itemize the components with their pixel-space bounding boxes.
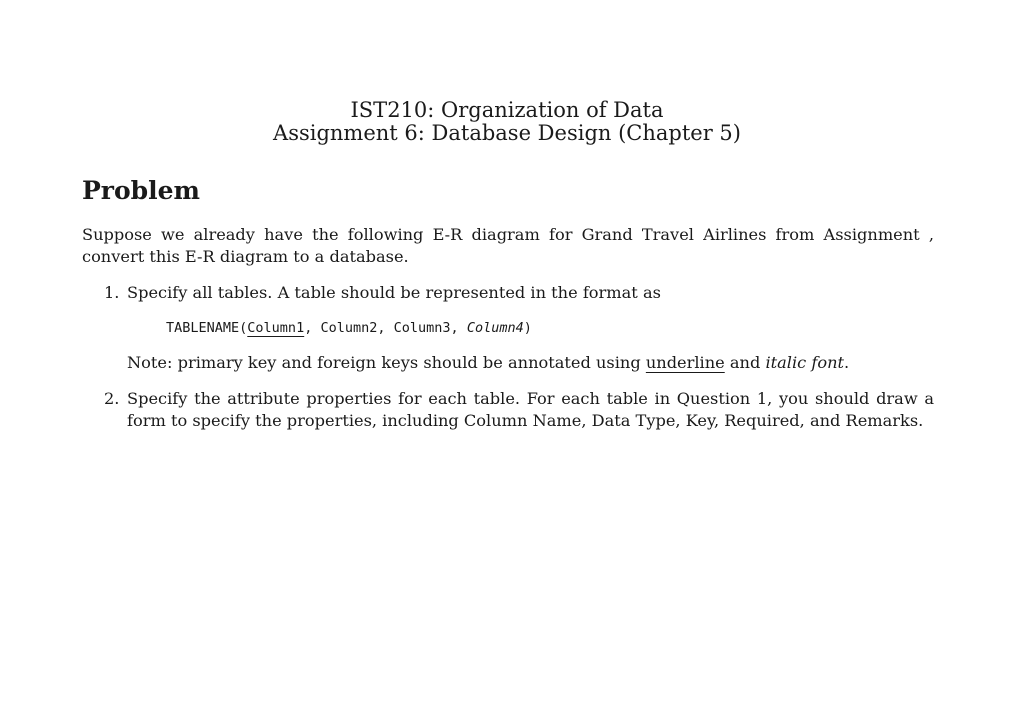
- format-separator: ,: [450, 320, 467, 336]
- list-item-text: Specify all tables. A table should be represented in the format as: [127, 283, 661, 302]
- list-item-number: 1.: [104, 283, 120, 302]
- format-column-2: Column2: [320, 320, 378, 336]
- format-primary-key: Column1: [247, 320, 305, 336]
- format-separator: ,: [304, 320, 321, 336]
- format-close-paren: ): [523, 320, 532, 336]
- format-column-3: Column3: [393, 320, 451, 336]
- note-underline-word: underline: [645, 353, 725, 372]
- title-assignment: Assignment 6: Database Design (Chapter 5): [273, 121, 741, 145]
- title-course: IST210: Organization of Data: [350, 98, 664, 122]
- problem-intro: Suppose we already have the following E-R diagram for Grand Travel Airlines from Assignment , convert this E-R diagram to a database.: [82, 225, 934, 266]
- note-italic-word: italic font: [765, 353, 845, 372]
- format-open-paren: (: [239, 320, 248, 336]
- note-middle: and: [724, 353, 766, 372]
- section-heading-problem: Problem: [82, 176, 200, 205]
- list-item-text: Specify the attribute properties for each table. For each table in Question 1, you should draw a form to specify the properties, including Column Name, Data Type, Key, Required, and Remarks.: [127, 389, 934, 430]
- format-separator: ,: [377, 320, 394, 336]
- note-prefix: Note: primary key and foreign keys should be annotated using: [127, 353, 646, 372]
- note-suffix: .: [844, 353, 850, 372]
- format-foreign-key: Column4: [466, 320, 524, 336]
- document-title: [0, 99, 1014, 145]
- list-item-number: 2.: [104, 389, 120, 408]
- annotation-note: [127, 352, 849, 374]
- format-table-name: TABLENAME: [166, 320, 240, 336]
- table-format-example: [166, 318, 532, 338]
